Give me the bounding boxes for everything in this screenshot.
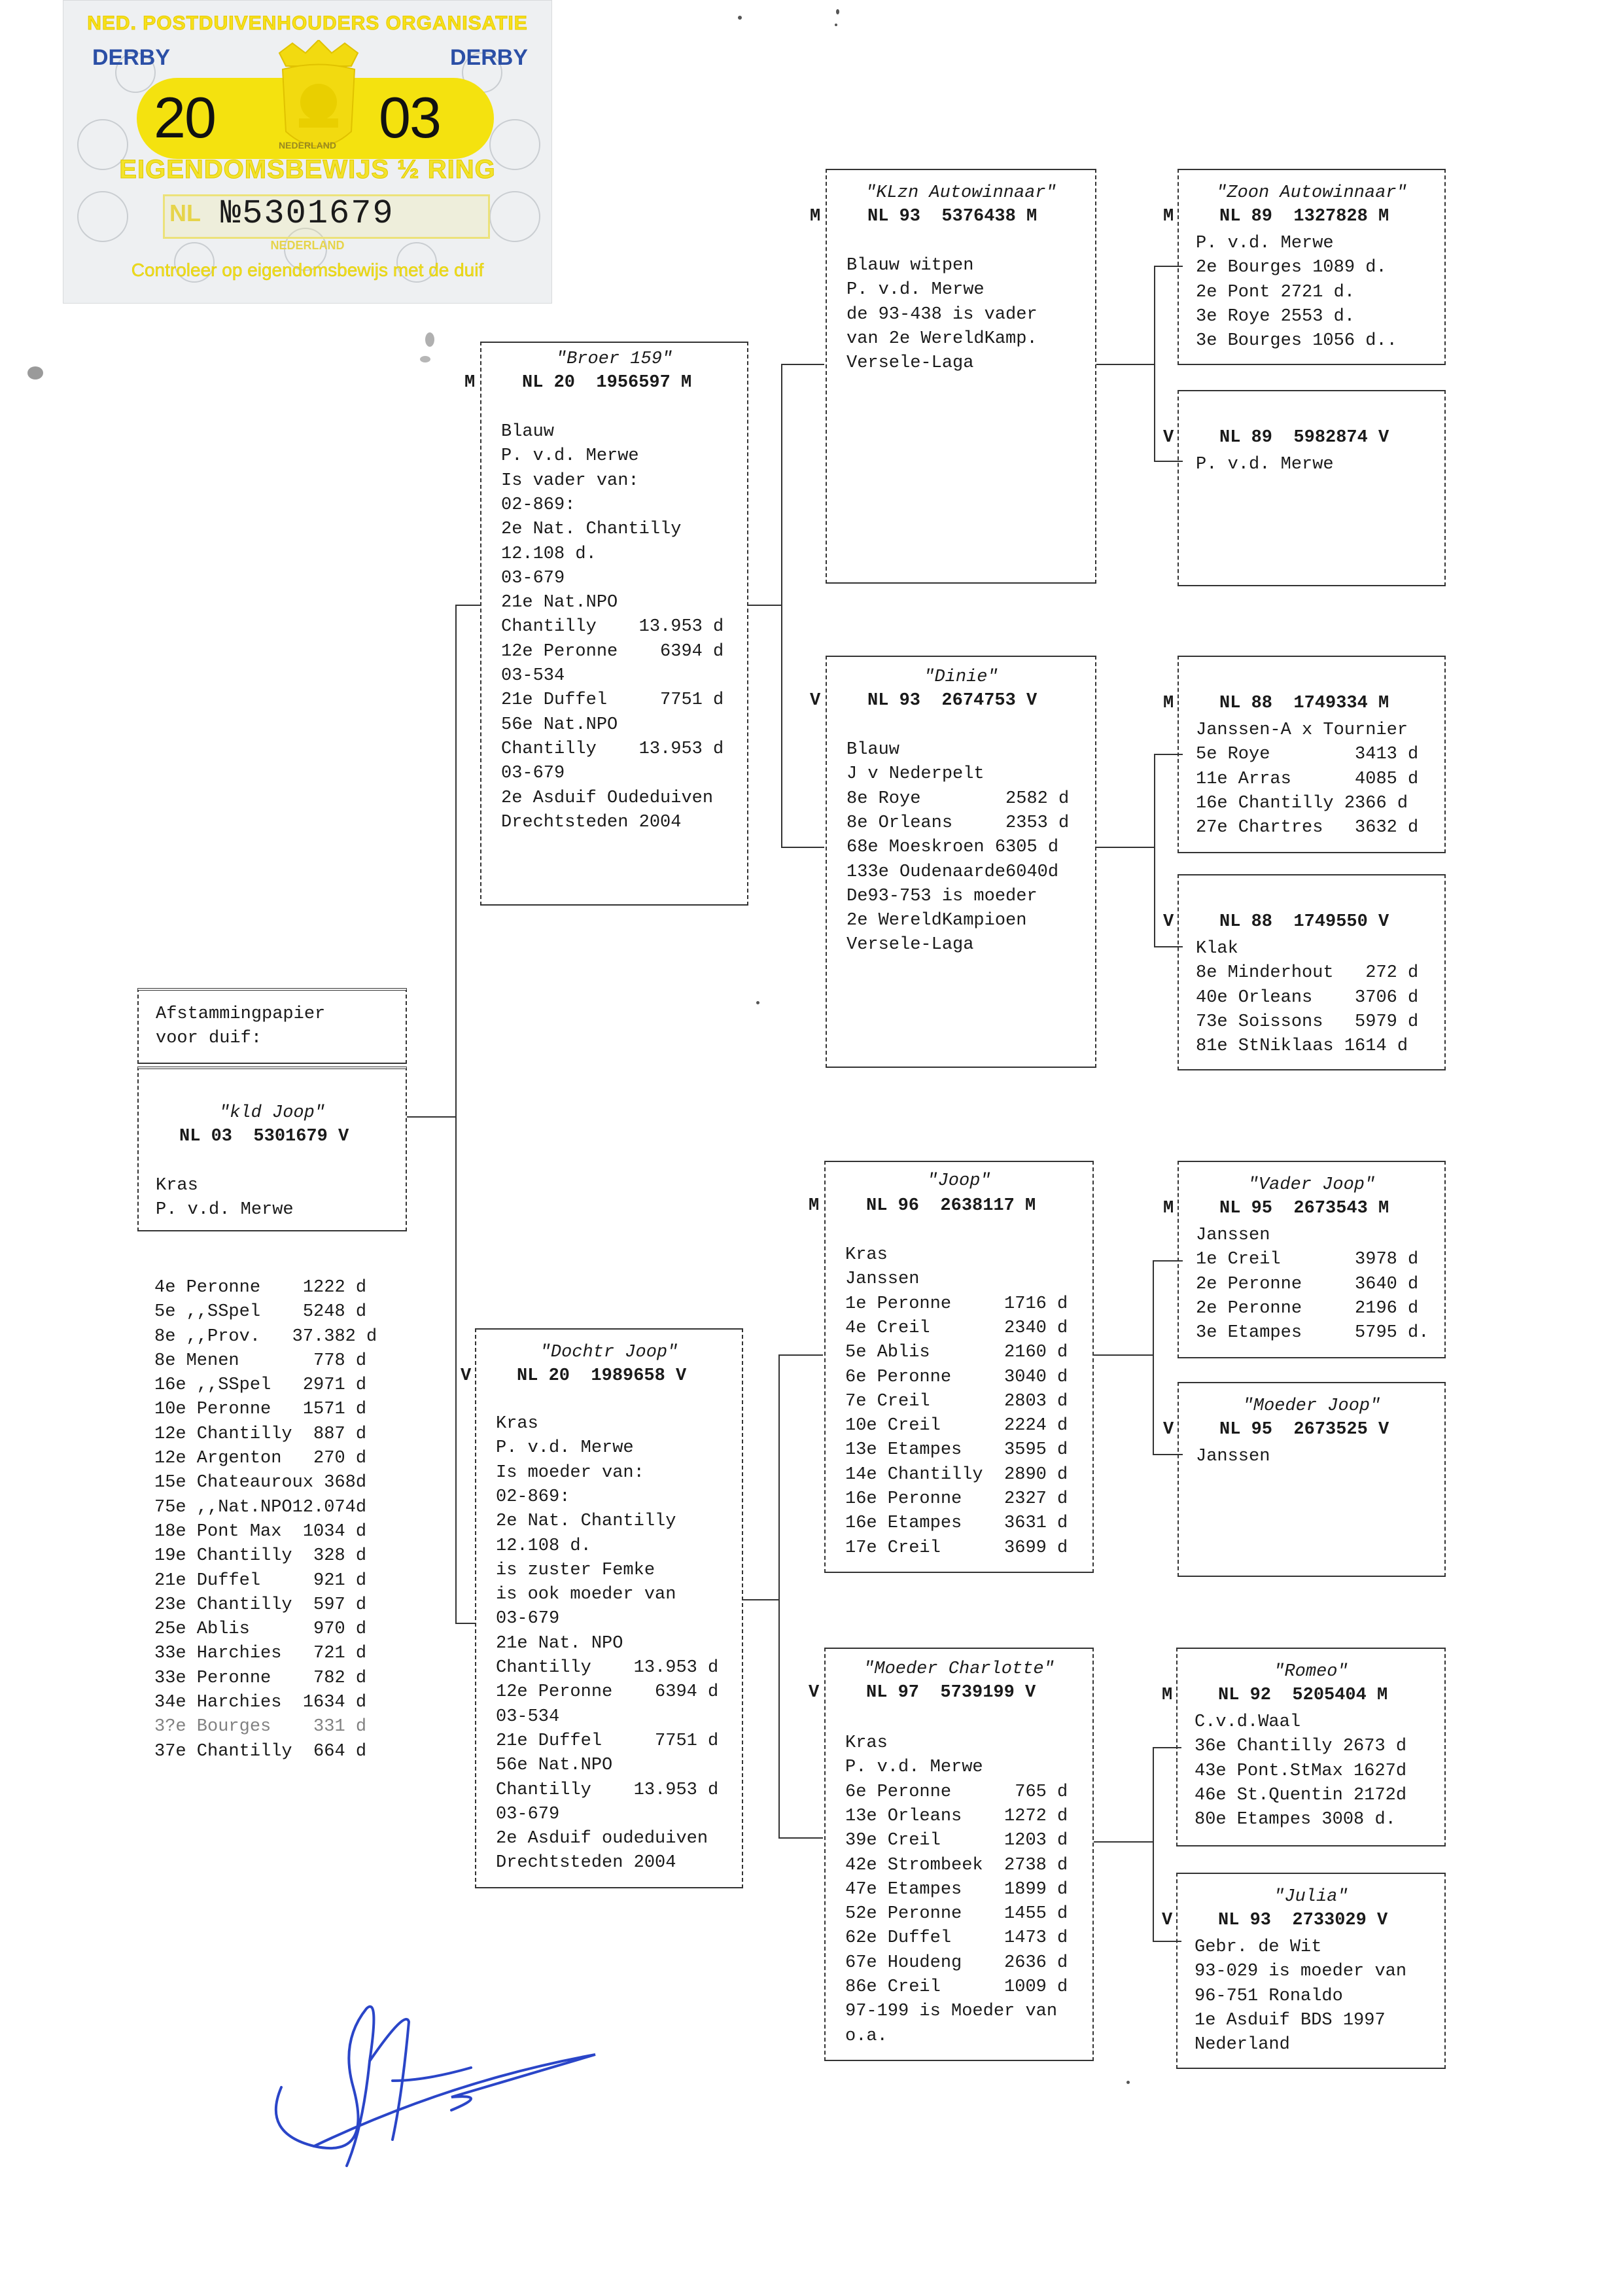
pigeon-line: Kras [845,1733,888,1753]
pigeon-name: "Broer 159" [555,349,673,369]
pigeon-line: P. v.d. Merwe [1196,234,1334,253]
pigeon-line: Is moeder van: [496,1462,644,1483]
pigeon-line: Chantilly 13.953 d [501,739,724,759]
subject-ring: NL 03 5301679 V [179,1127,349,1146]
pigeon-ring: NL 96 2638117 M [866,1196,1036,1216]
certificate-derby-left: DERBY [92,45,171,70]
certificate-year-right: 03 [379,85,440,150]
result-line: 8e ,,Prov. 37.382 d [154,1326,377,1347]
pigeon-line: Janssen-A x Tournier [1196,720,1408,740]
pigeon-line: 62e Duffel 1473 d [845,1928,1068,1949]
certificate-note: Controleer op eigendomsbewijs met de duif [131,260,484,280]
great-grandparent-box [1163,1161,1446,1358]
result-line: 10e Peronne 1571 d [154,1400,367,1420]
pigeon-sex: M [810,207,821,226]
pigeon-line: 80e Etampes 3008 d. [1195,1810,1396,1830]
pigeon-line: Janssen [1196,1226,1270,1245]
pigeon-line: van 2e WereldKamp. [846,328,1038,349]
connector [778,1354,823,1356]
pigeon-name: "Dinie" [924,667,998,687]
certificate-country: NEDERLAND [270,239,345,252]
pigeon-line: 56e Nat.NPO [501,715,618,735]
pigeon-line: 21e Duffel 7751 d [496,1731,719,1751]
pigeon-line: Versele-Laga [846,353,974,374]
result-line: 8e Menen 778 d [154,1351,367,1371]
pigeon-line: is zuster Femke [496,1560,655,1580]
certificate-ring-number: №5301679 [220,194,394,233]
pigeon-line: 8e Orleans 2353 d [846,813,1070,833]
pigeon-line: 133e Oudenaarde6040d [846,862,1059,882]
pigeon-line: 03-534 [496,1706,560,1727]
pigeon-line: 03-534 [501,666,565,686]
certificate-derby-right: DERBY [449,45,528,70]
pigeon-line: Klak [1196,939,1238,959]
pigeon-line: 2e Pont 2721 d. [1196,282,1355,302]
pigeon-sex: M [1162,1686,1173,1705]
result-line: 21e Duffel 921 d [154,1570,367,1591]
pigeon-sex: V [1163,1420,1174,1439]
pigeon-ring: NL 20 1956597 M [522,373,692,393]
pigeon-line: 96-751 Ronaldo [1195,1986,1343,2006]
connector [781,847,824,848]
pigeon-line: 73e Soissons 5979 d [1196,1012,1419,1032]
ownership-certificate [63,0,552,304]
pigeon-line: P. v.d. Merwe [1196,455,1334,474]
grandfather-paternal-box [810,169,1096,584]
grandmother-maternal-box [809,1648,1094,2061]
pigeon-line: 8e Minderhout 272 d [1196,963,1419,983]
pigeon-line: Chantilly 13.953 d [496,1658,719,1678]
pigeon-line: 16e Etampes 3631 d [845,1513,1068,1534]
great-grandparent-box [1162,1648,1446,1846]
pigeon-name: "Moeder Joop" [1242,1396,1381,1416]
pigeon-line: 17e Creil 3699 d [845,1538,1068,1558]
subject-results-list [154,1276,377,1764]
pigeon-line: 3e Roye 2553 d. [1196,306,1355,327]
pigeon-line: 56e Nat.NPO [496,1756,613,1776]
pigeon-sex: M [1163,694,1174,713]
certificate-title: EIGENDOMSBEWIJS ½ RING [119,155,496,184]
pigeon-ring: NL 88 1749334 M [1219,694,1389,713]
result-line: 12e Argenton 270 d [154,1449,367,1469]
pigeon-line: 39e Creil 1203 d [845,1831,1068,1851]
pigeon-line: Drechtsteden 2004 [496,1853,676,1873]
pigeon-ring: NL 89 5982874 V [1219,428,1389,448]
pigeon-line: 8e Roye 2582 d [846,788,1070,809]
pedigree-header-line-2: voor duif: [156,1029,262,1048]
great-grandparent-box [1163,169,1446,365]
pigeon-line: Is vader van: [501,470,639,491]
pigeon-line: Chantilly 13.953 d [496,1780,719,1800]
result-line: 33e Peronne 782 d [154,1668,367,1688]
pigeon-ring: NL 89 1327828 M [1219,207,1389,226]
pigeon-line: 10e Creil 2224 d [845,1416,1068,1436]
pigeon-name: "Julia" [1274,1887,1348,1907]
pigeon-line: 42e Strombeek 2738 d [845,1855,1068,1875]
pigeon-line: is ook moeder van [496,1585,676,1605]
pigeon-name: "Joop" [927,1171,991,1191]
pigeon-line: 67e Houdeng 2636 d [845,1952,1068,1973]
connector [1096,364,1155,365]
pigeon-line: 03-679 [496,1609,560,1629]
pigeon-line: 02-869: [496,1487,570,1507]
pigeon-ring: NL 92 5205404 M [1218,1686,1388,1705]
connector [778,1354,780,1839]
pigeon-line: Blauw [846,740,900,760]
pigeon-line: 5e Roye 3413 d [1196,745,1419,765]
pigeon-line: Nederland [1195,2035,1290,2055]
pigeon-line: Kras [845,1245,888,1265]
connector [1094,1354,1154,1356]
connector [407,1116,457,1118]
scan-speck [756,1001,759,1004]
connector [1094,1841,1154,1843]
father-box [464,342,748,906]
pigeon-line: 2e Nat. Chantilly [501,520,682,540]
result-line: 34e Harchies 1634 d [154,1693,367,1713]
connector [1153,1260,1154,1455]
pigeon-line: 21e Nat.NPO [501,593,618,613]
great-grandparent-box [1162,1873,1446,2069]
pigeon-line: 36e Chantilly 2673 d [1195,1737,1407,1757]
certificate-organisation: NED. POSTDUIVENHOUDERS ORGANISATIE [87,12,528,34]
result-line: 3?e Bourges 331 d [154,1717,367,1737]
pigeon-line: 3e Etampes 5795 d. [1196,1323,1429,1343]
pigeon-line: J v Nederpelt [846,764,985,785]
pigeon-line: 47e Etampes 1899 d [845,1879,1068,1899]
pigeon-line: de 93-438 is vader [846,304,1038,325]
pigeon-line: 12.108 d. [496,1536,591,1556]
pigeon-sex: M [809,1196,820,1216]
pigeon-sex: V [1162,1911,1173,1930]
result-line: 12e Chantilly 887 d [154,1424,367,1444]
scan-speck [836,9,839,14]
pigeon-line: P. v.d. Merwe [501,446,639,467]
pigeon-sex: V [1163,912,1174,932]
subject-pigeon-box [137,1067,407,1231]
pigeon-line: 12.108 d. [501,544,597,564]
pigeon-line: 5e Ablis 2160 d [845,1343,1068,1363]
great-grandparent-box [1163,390,1446,586]
pigeon-line: 43e Pont.StMax 1627d [1195,1761,1407,1781]
pigeon-line: 03-679 [501,764,565,784]
pigeon-name: "Vader Joop" [1248,1175,1376,1195]
pigeon-line: 7e Creil 2803 d [845,1391,1068,1411]
result-line: 37e Chantilly 664 d [154,1741,367,1761]
pigeon-ring: NL 88 1749550 V [1219,912,1389,932]
connector [455,605,457,1624]
result-line: 23e Chantilly 597 d [154,1595,367,1615]
pigeon-line: Chantilly 13.953 d [501,617,724,637]
grandfather-maternal-box [809,1161,1094,1573]
scan-speck [420,356,430,362]
pigeon-name: "KLzn Autowinnaar" [865,183,1056,203]
pigeon-ring: NL 93 5376438 M [867,207,1038,226]
pigeon-line: 68e Moeskroen 6305 d [846,838,1059,858]
great-grandparent-box [1163,874,1446,1070]
result-line: 33e Harchies 721 d [154,1644,367,1664]
pigeon-line: 03-679 [501,568,565,588]
connector [455,605,480,606]
mother-box [461,1328,743,1888]
scan-speck [835,24,837,26]
pedigree-header-line-1: Afstammingpapier [156,1004,326,1024]
pigeon-line: 46e St.Quentin 2172d [1195,1785,1407,1805]
connector [747,605,782,606]
pigeon-sex: V [1163,428,1174,448]
result-line: 18e Pont Max 1034 d [154,1521,367,1542]
pigeon-sex: V [810,691,821,711]
scan-speck [1126,2081,1130,2084]
pigeon-line: 97-199 is Moeder van [845,2002,1058,2022]
result-line: 4e Peronne 1222 d [154,1278,367,1298]
pigeon-name: "Romeo" [1274,1662,1348,1682]
pigeon-line: 86e Creil 1009 d [845,1977,1068,1997]
pigeon-ring: NL 95 2673543 M [1219,1199,1389,1218]
subject-name: "kld Joop" [218,1103,326,1123]
pigeon-line: 6e Peronne 765 d [845,1782,1068,1802]
pigeon-sex: M [1163,207,1174,226]
subject-line-1: Kras [156,1176,198,1195]
pigeon-ring: NL 97 5739199 V [866,1683,1036,1703]
pigeon-line: 1e Creil 3978 d [1196,1250,1419,1270]
pigeon-sex: M [1163,1199,1174,1218]
pigeon-line: 13e Etampes 3595 d [845,1440,1068,1460]
pigeon-line: 2e WereldKampioen [846,911,1027,931]
pigeon-line: Blauw [501,422,555,442]
pigeon-name: "Zoon Autowinnaar" [1216,183,1407,203]
pigeon-ring: NL 93 2674753 V [867,691,1038,711]
pigeon-line: Blauw witpen [846,256,974,275]
pigeon-line: 52e Peronne 1455 d [845,1904,1068,1924]
pigeon-line: 2e Peronne 3640 d [1196,1274,1419,1294]
pigeon-line: 21e Nat. NPO [496,1633,623,1653]
pigeon-line: De93-753 is moeder [846,886,1038,906]
pigeon-line: 14e Chantilly 2890 d [845,1464,1068,1485]
pigeon-line: 81e StNiklaas 1614 d [1196,1036,1408,1057]
pigeon-line: 13e Orleans 1272 d [845,1806,1068,1826]
pigeon-line: 21e Duffel 7751 d [501,690,724,711]
result-line: 25e Ablis 970 d [154,1619,367,1640]
pigeon-line: Janssen [845,1269,920,1290]
connector [781,364,782,848]
pigeon-line: 1e Peronne 1716 d [845,1294,1068,1314]
pigeon-line: Drechtsteden 2004 [501,812,682,832]
connector [1153,1747,1154,1942]
pigeon-line: 2e Bourges 1089 d. [1196,258,1387,278]
pigeon-line: 40e Orleans 3706 d [1196,987,1419,1008]
pigeon-line: o.a. [845,2026,888,2046]
pigeon-line: 4e Creil 2340 d [845,1318,1068,1338]
pigeon-line: 12e Peronne 6394 d [501,641,724,662]
scan-speck [425,332,434,347]
pigeon-line: Versele-Laga [846,935,974,955]
pigeon-ring: NL 95 2673525 V [1219,1420,1389,1439]
connector [455,1623,475,1624]
result-line: 16e ,,SSpel 2971 d [154,1375,367,1396]
pigeon-line: Gebr. de Wit [1195,1937,1322,1957]
pigeon-ring: NL 20 1989658 V [517,1366,687,1386]
scan-speck [738,16,742,20]
certificate-nl-label: NL [169,200,201,226]
great-grandparent-box [1163,656,1446,853]
pigeon-line: Kras [496,1414,538,1434]
pigeon-line: 27e Chartres 3632 d [1196,818,1419,838]
connector [778,1837,823,1839]
pigeon-line: 6e Peronne 3040 d [845,1367,1068,1387]
pigeon-line: 2e Asduif Oudeduiven [501,788,714,808]
pigeon-sex: V [461,1366,472,1386]
connector [1096,847,1155,848]
result-line: 19e Chantilly 328 d [154,1546,367,1566]
pigeon-line: 1e Asduif BDS 1997 [1195,2010,1386,2030]
connector [781,364,824,365]
great-grandparent-box [1163,1382,1446,1577]
connector [1154,754,1155,947]
pigeon-sex: V [809,1683,820,1703]
subject-line-2: P. v.d. Merwe [156,1200,294,1220]
certificate-year-left: 20 [154,85,215,150]
scan-speck [27,366,43,380]
handwritten-signature [255,1983,621,2192]
connector [743,1599,780,1600]
pigeon-line: P. v.d. Merwe [845,1757,983,1778]
pigeon-line: 16e Chantilly 2366 d [1196,793,1408,813]
certificate-small-text: NEDERLAND [279,140,336,150]
result-line: 75e ,,Nat.NPO12.074d [154,1497,367,1517]
pigeon-line: 93-029 is moeder van [1195,1962,1407,1982]
pigeon-line: 2e Nat. Chantilly [496,1511,676,1532]
pigeon-line: 03-679 [496,1804,560,1824]
pigeon-name: "Moeder Charlotte" [864,1659,1055,1679]
pigeon-sex: M [464,373,476,393]
pigeon-ring: NL 93 2733029 V [1218,1911,1388,1930]
pigeon-line: C.v.d.Waal [1195,1712,1301,1732]
result-line: 5e ,,SSpel 5248 d [154,1302,367,1322]
pigeon-line: Janssen [1196,1447,1270,1466]
pigeon-name: "Dochtr Joop" [540,1343,678,1362]
pigeon-line: 11e Arras 4085 d [1196,769,1419,789]
grandmother-paternal-box [810,656,1096,1068]
pigeon-line: 12e Peronne 6394 d [496,1682,719,1703]
pigeon-line: 02-869: [501,495,576,515]
pigeon-line: 16e Peronne 2327 d [845,1489,1068,1509]
pigeon-line: P. v.d. Merwe [846,280,985,300]
result-line: 15e Chateauroux 368d [154,1473,367,1493]
pigeon-line: 3e Bourges 1056 d.. [1196,331,1397,351]
pedigree-header-box [137,988,407,1064]
pigeon-line: P. v.d. Merwe [496,1438,634,1458]
connector [1154,266,1155,462]
pigeon-line: 2e Asduif oudeduiven [496,1829,708,1849]
pigeon-line: 2e Peronne 2196 d [1196,1298,1419,1318]
